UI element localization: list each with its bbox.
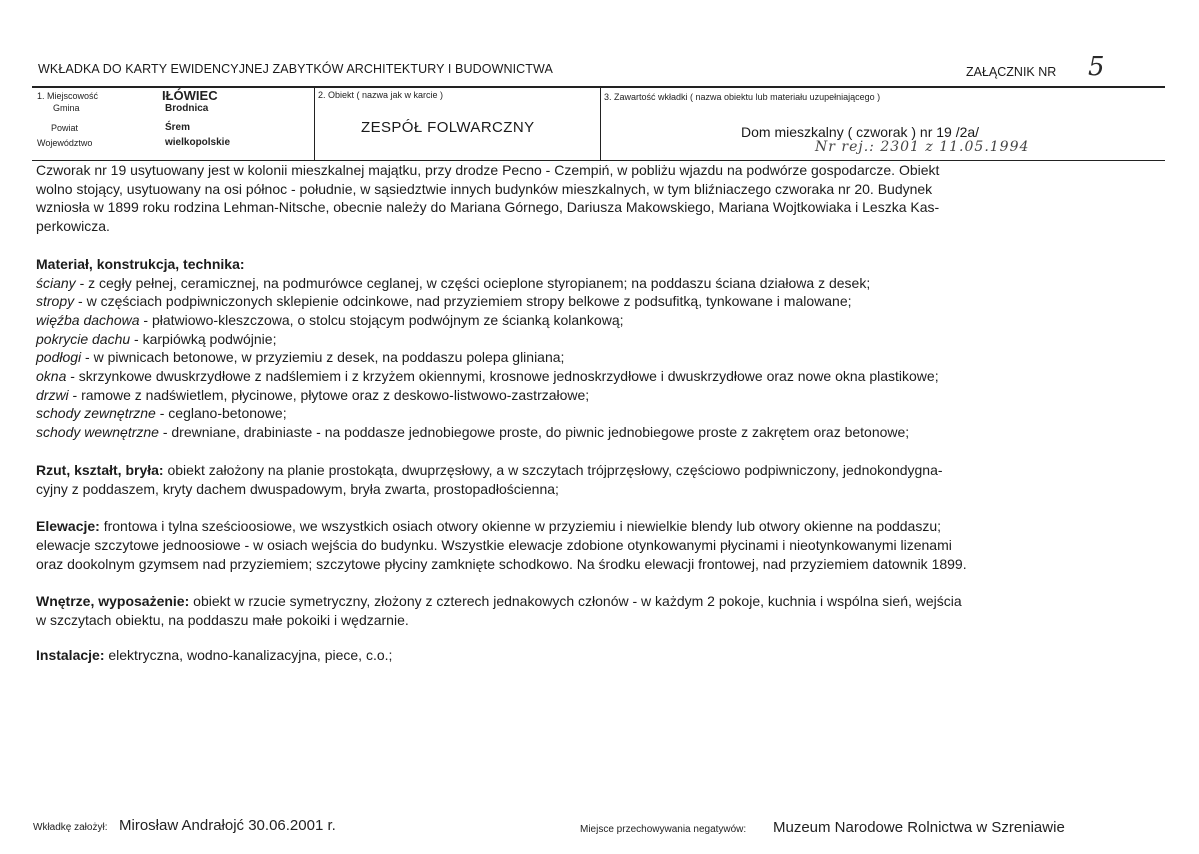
storage-label: Miejsce przechowywania negatywów:	[580, 824, 747, 835]
material-item	[36, 386, 1161, 405]
intro-line: wolno stojący, usytuowany na osi północ - południe, w sąsiedztwie innych budynków mieszkalnych, w tym bliźniaczego czworaka nr 20. Budynek	[36, 180, 933, 197]
material-item	[36, 423, 1161, 442]
material-text: - ramowe z nadświetlem, płycinowe, płytowe oraz z deskowo-listwowo-zastrzałowe;	[68, 386, 590, 403]
material-item	[36, 367, 1161, 386]
material-term: podłogi	[36, 349, 82, 366]
wnetrze-heading: Wnętrze, wyposażenie:	[36, 593, 190, 610]
wojewodztwo-label: Województwo	[37, 138, 93, 148]
attachment-label: ZAŁĄCZNIK NR	[966, 65, 1057, 79]
column-divider-2	[600, 87, 601, 160]
insert-content-label: 3. Zawartość wkładki ( nazwa obiektu lub materiału uzupełniającego )	[604, 92, 881, 102]
material-text: - płatwiowo-kleszczowa, o stolcu stojącym podwójnym ze ścianką kolankową;	[139, 311, 624, 328]
powiat-label: Powiat	[51, 123, 79, 133]
rzut-line: cyjny z poddaszem, kryty dachem dwuspadowym, bryła zwarta, prostopadłościenna;	[36, 480, 559, 497]
storage-value: Muzeum Narodowe Rolnictwa w Szreniawie	[773, 819, 1065, 836]
attachment-number: 5	[1088, 52, 1105, 82]
material-item	[36, 292, 1161, 311]
material-term: ściany	[36, 274, 76, 291]
gmina-value: Brodnica	[165, 103, 209, 114]
miejscowosc-label: 1. Miejscowość	[37, 91, 99, 101]
material-text: - z cegły pełnej, ceramicznej, na podmurówce ceglanej, w części ocieplone styropianem; na poddaszu ściana działowa z desek;	[75, 274, 871, 291]
material-term: okna	[36, 368, 67, 385]
material-item	[36, 274, 1161, 293]
elewacje-line: oraz dookolnym gzymsem nad przyziemiem; szczytowe płyciny zamknięte schodkowo. Na środku elewacji frontowej, nad przyziemiem datownik 1899.	[36, 555, 967, 572]
powiat-value: Śrem	[165, 122, 191, 133]
insert-content-value: Dom mieszkalny ( czworak ) nr 19 /2a/	[741, 124, 980, 140]
elewacje-line: frontowa i tylna sześcioosiowe, we wszystkich osiach otwory okienne w przyziemiu i niewielkie blendy lub otwory okienne na poddaszu;	[99, 518, 942, 535]
material-text: - ceglano-betonowe;	[155, 405, 287, 422]
elewacje-heading: Elewacje:	[36, 518, 100, 535]
intro-line: perkowicza.	[36, 218, 110, 235]
material-text: - w częściach podpiwniczonych sklepienie odcinkowe, nad przyziemiem stropy belkowe z podsufitką, tynkowane i malowane;	[74, 293, 852, 310]
wojewodztwo-value: wielkopolskie	[165, 137, 231, 148]
author-label: Wkładkę założył:	[33, 822, 108, 833]
rzut-paragraph	[36, 461, 1161, 498]
wnetrze-line: w szczytach obiektu, na poddaszu małe pokoiki i wędzarnie.	[36, 612, 409, 629]
material-text: - w piwnicach betonowe, w przyziemiu z desek, na poddaszu polepa gliniana;	[81, 349, 565, 366]
miejscowosc-value: IŁÓWIEC	[162, 88, 218, 103]
author-value: Mirosław Andrałojć 30.06.2001 r.	[119, 817, 336, 834]
wnetrze-line: obiekt w rzucie symetryczny, złożony z czterech jednakowych członów - w każdym 2 pokoje, kuchnia i wspólna sień, wejścia	[189, 593, 962, 610]
gmina-label: Gmina	[53, 103, 80, 113]
material-item	[36, 348, 1161, 367]
material-item	[36, 404, 1161, 423]
instalacje-heading: Instalacje:	[36, 646, 105, 663]
object-name: ZESPÓŁ FOLWARCZNY	[361, 119, 535, 136]
document-title: WKŁADKA DO KARTY EWIDENCYJNEJ ZABYTKÓW ARCHITEKTURY I BUDOWNICTWA	[38, 62, 553, 76]
materials-heading: Materiał, konstrukcja, technika:	[36, 255, 245, 272]
rzut-heading: Rzut, kształt, bryła:	[36, 461, 164, 478]
column-divider-1	[314, 87, 315, 160]
material-item	[36, 311, 1161, 330]
intro-line: Czworak nr 19 usytuowany jest w kolonii mieszkalnej majątku, przy drodze Pecno - Czempiń, w pobliżu wjazdu na podwórze gospodarcze. Obiekt	[36, 162, 940, 178]
elewacje-paragraph	[36, 517, 1161, 573]
material-term: schody zewnętrzne	[36, 405, 156, 422]
material-text: - drewniane, drabiniaste - na poddasze jednobiegowe proste, do piwnic jednobiegowe proste z zakrętem oraz betonowe;	[158, 424, 910, 441]
object-label: 2. Obiekt ( nazwa jak w karcie )	[318, 90, 444, 100]
document-body	[36, 161, 1161, 664]
material-term: drzwi	[36, 386, 69, 403]
material-term: pokrycie dachu	[36, 330, 131, 347]
elewacje-line: elewacje szczytowe jednoosiowe - w osiach wejścia do budynku. Wszystkie elewacje zdobione otynkowanymi płycinami i nieotynkowanymi lizenami	[36, 536, 952, 553]
material-term: schody wewnętrzne	[36, 424, 159, 441]
rzut-line: obiekt założony na planie prostokąta, dwuprzęsłowy, a w szczytach trójprzęsłowy, częściowo podpiwniczony, jednokondygna-	[163, 461, 943, 478]
material-item	[36, 330, 1161, 349]
registry-handwritten-note: Nr rej.: 2301 z 11.05.1994	[815, 139, 1030, 155]
wnetrze-paragraph	[36, 592, 1161, 629]
intro-line: wzniosła w 1899 roku rodzina Lehman-Nitsche, obecnie należy do Mariana Górnego, Dariusza Makowskiego, Mariana Wojtkowiaka i Leszka Kas-	[36, 199, 940, 216]
material-text: - skrzynkowe dwuskrzydłowe z nadślemiem i z krzyżem okiennymi, krosnowe jednoskrzydłowe i dwuskrzydłowe oraz nowe okna plastikowe;	[66, 368, 939, 385]
instalacje-text: elektryczna, wodno-kanalizacyjna, piece, c.o.;	[104, 646, 393, 663]
material-term: stropy	[36, 293, 75, 310]
material-term: więźba dachowa	[36, 311, 140, 328]
instalacje-paragraph	[36, 646, 1161, 665]
material-text: - karpiówką podwójnie;	[130, 330, 277, 347]
intro-paragraph	[36, 161, 1161, 236]
